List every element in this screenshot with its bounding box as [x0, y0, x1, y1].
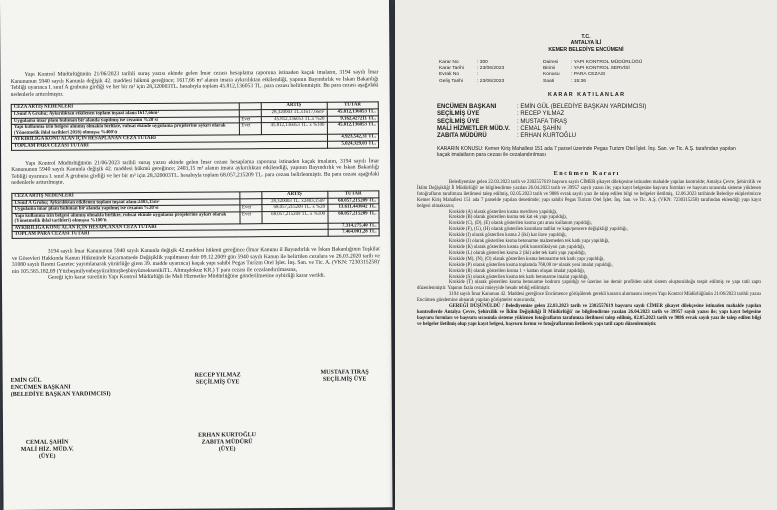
decision-body-paragraph: Krokide (B) olarak gösterilen kısma tek kat ek yapı yapıldığı, [449, 215, 568, 221]
table-cell: Evet [239, 116, 261, 123]
table-cell: TOPLAM PARA CEZASI TUTARI [12, 141, 328, 150]
table-cell: 45.812,136053 TL. x %100 [261, 122, 327, 135]
participant-name: : RECEP YILMAZ [517, 111, 565, 118]
participants-list [437, 104, 646, 140]
table-cell: 4.923,542,31 TL. [327, 134, 378, 141]
table-header-cell: TUTAR [327, 102, 378, 109]
distribution-paragraph: Gereği için karar suretinin Yapı Kontrol Müdürlüğü ile Mali Hizmetler Müdürlüğüne gönderilmesine oybirliği karar verildi. [47, 273, 326, 282]
meta-value: : 23/06/2023 [477, 78, 505, 84]
meta-right-block [543, 60, 642, 85]
signature-subtitle: (ÜYE) [218, 446, 236, 453]
header-line-3: KEMER BELEDİYE ENCÜMENİ [548, 46, 624, 53]
table-cell: 7.314.275,40 TL. [328, 223, 379, 230]
penalty-table-1 [11, 102, 379, 151]
table-header-cell: ARTIŞ [261, 191, 327, 198]
signature-name: ERHAN KURTOĞLU [198, 432, 256, 439]
table-cell: Evet [240, 211, 262, 223]
decision-body-paragraph: Krokide (S) olarak gösterilen kısma tek katlı betonarme imalat yapıldığı, [449, 274, 589, 280]
meta-value: : 15:36 [571, 78, 586, 84]
table-cell: TOPLAM PARA CEZASI TUTARI [12, 230, 328, 239]
table-cell: 68.057,215209 TL. x %100 [262, 211, 328, 224]
meta-value: : PARA CEZASI [571, 72, 606, 78]
decision-body-paragraph: Belediyemize gelen 22.03.2023 tarih ve 2302557619 başvuru sayılı CİMER şikayet dilekçesine istinaden mahalde yapılan kontrolde; Antalya Çevre, Şehircilik ve İklim Değişikliği İl Müdürlüğü' ne bilgilendirme yazılan 26.04.2023 tarih ve 39957 sayılı yazısı ile; yapı kayıt belgesine başvuru formları ve başvuru sırasında sisteme yüklenen fotoğrafların tarafımıza iletilmesi talep edilmiş, 02.05.2023 tarih ve 9886 evrak sayılı yazı ile talep edilen bilgi ve belgeler iletilmiş, 12.06.2023 tarihinde Belediye ekiplerimizce Kemer Kiriş Mahallesi 151 ada 7 parselde yapılan denetimde; yapı sahibi Pegas Turizm Otel İşlet. İnş. San. ve Tic. A.Ş. (VKN: 7230315258) tarafından eklendiği yapı kayıt belgesi olmaksızın; [417, 180, 761, 209]
decision-body-paragraph: Krokide (I) olarak gösterilen kısma 2 (iki) kat ilave yapıldığı, [449, 233, 567, 239]
signature-block-member-1 [173, 372, 263, 387]
table-cell: 7.464.001,28 TL. [328, 229, 379, 236]
participant-role: MALİ HİZMETLER MÜD.V. [437, 125, 510, 132]
meta-value: : 23/06/2023 [477, 66, 505, 72]
participant-name: : ERHAN KURTOĞLU [517, 133, 577, 140]
participant-row [437, 111, 646, 118]
table-cell: 13.611,443042 TL. [328, 204, 379, 211]
signature-name: MUSTAFA TIRAŞ [320, 369, 369, 376]
meta-key: Dairesi [543, 60, 559, 65]
table-cell: Uygulama imar planı bulunan bir alanda yapılmış ise cezanın %20'si [11, 116, 239, 124]
table-cell: 45.812,136053 TL.x %20 [261, 116, 327, 123]
table-cell: Yapı kullanma izin belgesi alınmış olmakla birlikte, ruhsat ekinde uygulama projelerine aykırı olarak (Yönetmelik ihlal tarihleri 2018) olmuşsa %400'ü [11, 123, 239, 137]
table-cell: AYKIRILIĞA KONU ALAN İÇİN HESAPLANAN CEZA TUTARI [12, 223, 328, 232]
table-cell: 28,320003 TL. x2403,15m² [261, 198, 327, 205]
table-header-cell: CEZA ARTIŞ NEDENLERİ [11, 103, 239, 111]
meta-key: Konusu [543, 72, 560, 78]
table-cell: Evet [239, 123, 261, 135]
table-cell: 68.057,215209 TL. [327, 197, 378, 204]
meta-value: : YAPI KONTROL SERVİSİ [571, 66, 630, 72]
decision-body-paragraph: Krokide (F), (G), (H) olarak gösterilen kısımlara tadilat ve kapı/pencere değişikliği yapıldığı, [449, 227, 628, 233]
table-cell: 5.024,329,03 TL. [327, 141, 378, 148]
meta-key: Birimi [543, 66, 556, 72]
participant-role: SEÇİLMİŞ ÜYE [437, 111, 480, 118]
second-penalty-paragraph: Yapı Kontrol Müdürlüğünün 21/06/2023 tarihli suruş yazısı ekinde gelen İmar cezası hesaplama raporuna istinaden kaçak imalatın, 3194 sayılı İmar Kanununun 5940 sayılı Kanunla değişik 42. maddesi hükmü gereğince; 2403,15 m² alanın imara aykırılıktan etkilendiği, yapının Bayındırlık ve İskan Bakanlığı Tebliği uyarınca I. sınıf A grubuna girdiği ve her bir m² için 28,320003TL. hesabıyla toplam 68.057,215209 TL. para cezası belirlenmiştir. Bu para cezası aşağıdaki nedenlerle arttırılmıştır. [11, 157, 380, 187]
table-cell: 68.057,215209 TL. [328, 211, 379, 224]
meta-value: : 300 [477, 60, 488, 65]
decision-subject: KARARIN KONUSU: Kemer Kiriş Mahallesi 151 ada 7 parsel üzerinde Pegas Turizm Otel İşlet. İnş. San. ve Tic. A.Ş. tarafından yapılan kaçak imalatların para cezası ile cezalandırılması [437, 146, 736, 159]
first-penalty-paragraph: Yapı Kontrol Müdürlüğünün 21/06/2023 tarihli suruş yazısı ekinde gelen İmar cezası hesaplama raporuna istinaden kaçak imalatın, 3194 sayılı İmar Kanununun 5940 sayılı Kanunla değişik 42. maddesi hükmü gereğince; 1617,66 m² alanın imara aykırılıktan etkilendiği, yapının Bayındırlık ve İskan Bakanlığı Tebliği uyarınca I. sınıf A grubuna girdiği ve her bir m² için 28,320003TL. hesabıyla toplam 45.812,136053 TL. para cezası belirlenmiştir. Bu para cezası aşağıdaki nedenlerle arttırılmıştır. [10, 69, 379, 98]
table-cell: I.Sınıf A Grubu; Aykırılıktan etkilenen toplam inşaat alanı:2403,15m² [12, 198, 240, 206]
decision-body-paragraph: 3194 sayılı İmar Kanunun 42. Maddesi gereğince Encümence görüşülerek gerekli kararın alınmasını isteyen Yapı Kontrol Müdürlüğünün 21/06/2023 tarihli yazısı Encümen gündemine alınarak yapılan görüşmeler sonucunda; [417, 292, 761, 304]
signature-block-finance [7, 439, 87, 461]
document-header [395, 34, 777, 53]
table-cell: 68.057,215209 TL. x %20 [261, 204, 327, 211]
participant-role: ENCÜMEN BAŞKANI [437, 104, 497, 110]
header-line-1: T.C. [581, 34, 591, 40]
decision-body-paragraph: Krokide (M), (N), (O) olarak gösterilen kısma betonarme tek katlı yapı yapıldığı, [449, 256, 605, 262]
participant-role: ZABITA MÜDÜRÜ [437, 133, 487, 140]
meta-value: : [477, 72, 479, 78]
meta-key: Karar No [439, 60, 459, 65]
table-cell: Evet [239, 205, 261, 212]
signature-title: ZABITA MÜDÜRÜ [201, 439, 253, 446]
decision-body-paragraph: Krokide (J) olarak gösterilen kısma betonarme malzemeden tek katlı yapı yapıldığı, [449, 239, 610, 245]
signature-name: RECEP YILMAZ [194, 372, 241, 379]
meta-left-block [439, 60, 504, 85]
table-cell: Yapı kullanma izin belgesi alınmış olmakla birlikte, ruhsat ekinde uygulama projelerine aykırı olarak (Yönetmelik ihlal tarihleri) olmuşsa %100'ü [12, 212, 240, 226]
decision-body-paragraph: Krokide (R) olarak gösterilen kısma 1 + kattan oluşan imalat yapıldığı, [449, 268, 586, 274]
signature-title: ENCÜMEN BAŞKANI [10, 384, 71, 392]
table-cell: 28,320003 TL.x1617,66m² [261, 109, 327, 116]
participant-name: : MUSTAFA TIRAŞ [517, 118, 568, 125]
signature-block-president [11, 377, 121, 399]
meta-value: : YAPI KONTROL MÜDÜRLÜĞÜ [571, 60, 643, 65]
participant-row [437, 119, 646, 126]
table-cell: AYKIRILIĞA KONU ALAN İÇİN HESAPLANAN CEZA TUTARI [11, 135, 327, 144]
signature-title: SEÇİLMİŞ ÜYE [195, 379, 240, 386]
decision-body-paragraph: Krokide (L) olarak gösterilen kısma 2 (iki) adet tek katlı yapı yapıldığı, [449, 250, 586, 256]
signature-name: CEMAL ŞAHİN [25, 439, 69, 446]
right-document-page [395, 0, 777, 510]
table-cell: 45.812,136053 TL. [327, 109, 378, 116]
decision-body-paragraph: Krokide (A) olarak gösterilen kısma merdiven yapıldığı, [449, 209, 558, 215]
participant-role: SEÇİLMİŞ ÜYE [437, 118, 480, 125]
meta-key: Karar Tarihi [439, 66, 464, 72]
decision-body-paragraph: Krokide (K) olarak gösterilen kısma çelik konstrüksiyon çatı yapıldığı, [449, 244, 586, 250]
signature-title: SEÇİLMİŞ ÜYE [322, 376, 367, 383]
decision-body-paragraph: Krokide (P) olarak gösterilen kısma toplamda 768,00 m² olarak yeni imalat yapıldığı, [449, 262, 613, 268]
signature-name: EMİN GÜL [10, 377, 42, 384]
participant-row [437, 133, 646, 140]
participants-title: K A R A R K A T I L A N L A R [548, 92, 624, 98]
decision-title: E n c ü m e n K a r a r ı [553, 170, 619, 177]
decision-body [417, 180, 761, 328]
participant-name: : CEMAL ŞAHİN [517, 125, 561, 132]
decision-body-paragraph: GEREĞİ DÜŞÜNÜLDÜ / Belediyemize gelen 22.03.2023 tarih ve 2302557619 başvuru sayılı CİMER şikayet dilekçesine istinaden mahalde yapılan kontrollerde Antalya Çevre, Şehircilik ve İklim Değişikliği İl Müdürlüğü' ne bilgilendirme yazılan 26.04.2023 tarih ve 39957 sayılı yazısı ile; yapı kayıt belgesine başvuru formları ve başvuru sırasında sisteme yüklenen fotoğrafların tarafımıza iletilmesi talep edilmiş, 02.05.2023 tarih ve 9886 evrak sayılı yazı ile talep edilen bilgi ve belgeler iletilmiş olup yapı kayıt belgesi, başvuru formu ve fotoğraflarının iletilerek yapı tatil zaptı düzenlenmiştir. [417, 304, 761, 327]
table-header-cell: ARTIŞ [261, 103, 327, 110]
meta-key: Saati [543, 78, 555, 84]
signature-title: MALİ HİZ. MÜD.V. [20, 446, 74, 454]
signature-subtitle: (ÜYE) [38, 454, 56, 461]
penalty-table-2 [11, 190, 379, 239]
signature-block-police [177, 432, 277, 454]
decision-body-paragraph: Krokide (T) olarak gösterilen kısma betonarme bodrum yapıldığı ve üzerine ise demir profilden sabit sistem oluşturulduğu tespit edilmiş ve yapı tatil zaptı düzenlenmiştir. Yapının fazla cezai müeyyide hesabı tebliğ edilmiştir. [417, 280, 761, 292]
table-cell: 9.162,427211 TL. [327, 115, 378, 122]
signature-block-member-2 [303, 369, 387, 384]
signature-subtitle: (BELEDİYE BAŞKAN YARDIMCISI) [10, 391, 111, 399]
table-cell: 45.812,136053 TL. [327, 122, 378, 135]
table-header-cell: CEZA ARTIŞ NEDENLERİ [12, 192, 240, 200]
participant-name: : EMİN GÜL (BELEDİYE BAŞKAN YARDIMCISI) [517, 104, 647, 110]
decision-body-paragraph: Krokide (C), (D), (E) olarak gösterilen kısma çatı arası kullanım yapıldığı, [449, 221, 592, 227]
header-line-2: ANTALYA İLİ [570, 40, 602, 47]
table-cell: Uygulama imar planı bulunan bir alanda yapılmış ise cezanın %20'si [12, 205, 240, 213]
meta-key: Geliş Tarihi [439, 78, 464, 84]
legal-basis-paragraph: 3194 sayılı İmar Kanununun 5940 sayılı Kanunla değişik 42.maddesi hükmü gereğince (İmar Kanunu il Bayındırlık ve İskan Bakanlığının Teşkilat ve Görevleri Hakkında Kanun Hükmünde Kararnamede Değişiklik yapılmasın dair 09.12.2009 gün 5940 sayılı Kanun ile belirtilen cezalara ve 26.03.2020 tarih ve 31080 sayılı Resmi Gazetec yayımlanarak yürürlüğe giren 39. madde uyarınca) kaçak yapı sahibi Pegas Turizm Otel İşlet. İnş. San. ve Tic. A. (VKN: 7230315258)' nin 105.565.182,69 (YüzbeşmilyonbeşyüzaltmışbeşbinyüzseksenikiTL. Altmışdokuz KR.) T para cezası ile cezalandırılmasına, [11, 246, 380, 275]
table-header-cell: TUTAR [327, 191, 378, 198]
table-cell: I.Sınıf A Grubu; Aykırılıktan etkilenen toplam inşaat alanı:1617,66m² [11, 110, 239, 118]
meta-key: Evrak No [439, 72, 460, 78]
